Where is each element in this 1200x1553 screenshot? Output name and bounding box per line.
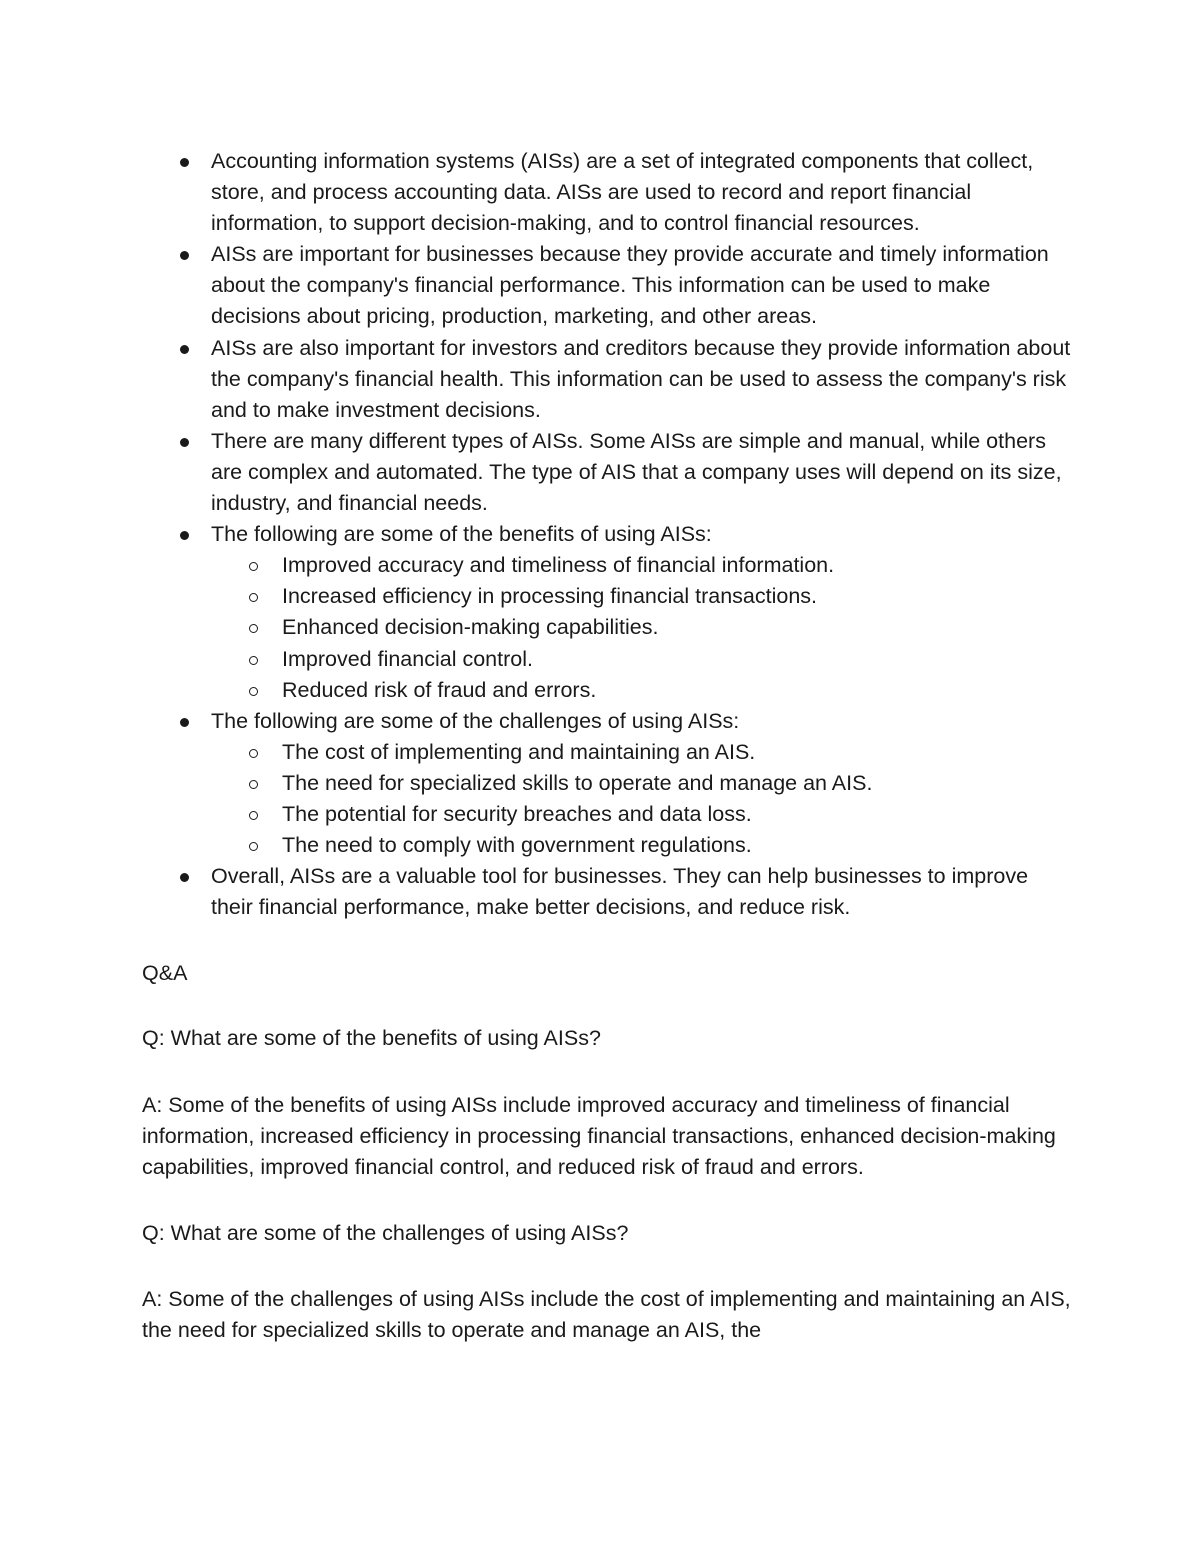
list-item — [142, 861, 1072, 923]
sub-list-item — [211, 550, 1072, 581]
bullet-text: Overall, AISs are a valuable tool for businesses. They can help businesses to improve their financial performance, make better decisions, and reduce risk. — [211, 864, 1029, 920]
sub-list-item — [211, 830, 1072, 861]
list-item — [142, 146, 1072, 239]
main-bullet-list — [142, 146, 1072, 923]
qa-heading: Q&A — [142, 961, 188, 986]
bullet-dot-icon — [180, 718, 189, 727]
bullet-dot-icon — [180, 438, 189, 447]
challenges-sublist — [211, 737, 1072, 861]
bullet-dot-icon — [180, 158, 189, 167]
sub-bullet-text: The need for specialized skills to operate and manage an AIS. — [282, 770, 873, 795]
list-item-challenges — [142, 706, 1072, 861]
list-item — [142, 333, 1072, 426]
list-item-benefits — [142, 519, 1072, 706]
sub-bullet-text: Improved accuracy and timeliness of financial information. — [282, 553, 835, 578]
bullet-text: Accounting information systems (AISs) are a set of integrated components that collect, store, and process accounting data. AISs are used to record and report financial information, to support decision-making, and to control financial resources. — [211, 149, 1034, 236]
sub-bullet-text: Increased efficiency in processing financial transactions. — [282, 584, 818, 609]
answer-1: A: Some of the benefits of using AISs include improved accuracy and timeliness of financial information, increased efficiency in processing financial transactions, enhanced decision-making capabilities, improved financial control, and reduced risk of fraud and errors. — [142, 1092, 1056, 1179]
sub-bullet-text: The cost of implementing and maintaining an AIS. — [282, 739, 756, 764]
bullet-circle-icon — [249, 593, 258, 602]
answer-2: A: Some of the challenges of using AISs include the cost of implementing and maintaining an AIS, the need for specialized skills to operate and manage an AIS, the — [142, 1286, 1071, 1342]
sub-bullet-text: Improved financial control. — [282, 646, 533, 671]
question-2: Q: What are some of the challenges of using AISs? — [142, 1220, 629, 1245]
sub-list-item — [211, 768, 1072, 799]
sub-list-item — [211, 737, 1072, 768]
list-item — [142, 239, 1072, 332]
bullet-text: AISs are important for businesses because they provide accurate and timely information about the company's financial performance. This information can be used to make decisions about pricing, production, marketing, and other areas. — [211, 242, 1049, 329]
bullet-text: AISs are also important for investors and creditors because they provide information about the company's financial health. This information can be used to assess the company's risk and to make investment decisions. — [211, 335, 1071, 422]
bullet-circle-icon — [249, 811, 258, 820]
bullet-dot-icon — [180, 345, 189, 354]
bullet-dot-icon — [180, 531, 189, 540]
bullet-circle-icon — [249, 780, 258, 789]
sub-list-item — [211, 581, 1072, 612]
sub-bullet-text: Reduced risk of fraud and errors. — [282, 677, 597, 702]
benefits-sublist — [211, 550, 1072, 705]
bullet-circle-icon — [249, 624, 258, 633]
bullet-dot-icon — [180, 251, 189, 260]
sub-list-item — [211, 799, 1072, 830]
bullet-text: There are many different types of AISs. Some AISs are simple and manual, while others are complex and automated. The type of AIS that a company uses will depend on its size, industry, and financial needs. — [211, 428, 1062, 516]
sub-list-item — [211, 675, 1072, 706]
bullet-text: The following are some of the benefits of using AISs: — [211, 522, 712, 547]
bullet-circle-icon — [249, 749, 258, 758]
bullet-dot-icon — [180, 873, 189, 882]
sub-list-item — [211, 612, 1072, 643]
sub-bullet-text: The need to comply with government regulations. — [282, 833, 752, 858]
sub-bullet-text: Enhanced decision-making capabilities. — [282, 615, 659, 640]
sub-list-item — [211, 644, 1072, 675]
document-body — [142, 146, 1072, 1346]
bullet-circle-icon — [249, 656, 258, 665]
list-item — [142, 426, 1072, 519]
sub-bullet-text: The potential for security breaches and data loss. — [282, 801, 752, 826]
question-1: Q: What are some of the benefits of using AISs? — [142, 1026, 601, 1051]
bullet-circle-icon — [249, 842, 258, 851]
bullet-text: The following are some of the challenges of using AISs: — [211, 708, 740, 733]
bullet-circle-icon — [249, 687, 258, 696]
bullet-circle-icon — [249, 562, 258, 571]
